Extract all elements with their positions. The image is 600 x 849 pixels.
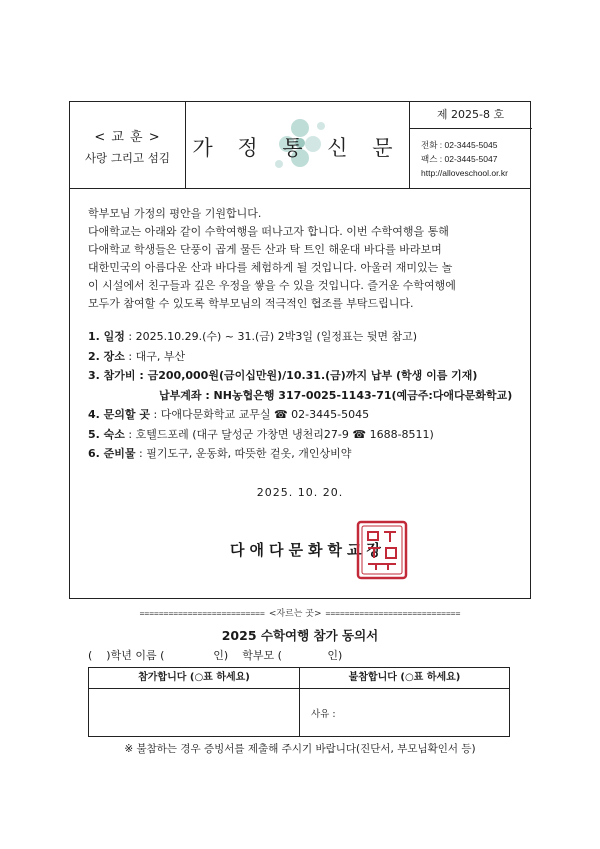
contact-item [88, 405, 518, 425]
document-title: 가 정 통 신 문 [192, 136, 402, 160]
attend-mark-cell[interactable] [89, 689, 300, 736]
intro-line: 다애학교는 아래와 같이 수학여행을 떠나고자 합니다. 이번 수학여행을 통해 [88, 225, 449, 238]
schedule-item [88, 327, 518, 347]
absent-column-header: 불참합니다 (○표 하세요) [300, 668, 509, 689]
schedule-label: 1. 일정 [88, 330, 125, 343]
cut-line-right: ============================ [325, 609, 461, 618]
motto-text: 사랑 그리고 섬김 [84, 151, 171, 165]
place-value: : 대구, 부산 [124, 349, 186, 363]
schedule-value: : 2025.10.29.(수) ~ 31.(금) 2박3일 (일정표는 뒷면 참고) [124, 330, 418, 343]
reason-field[interactable]: 사유 : [311, 709, 336, 720]
intro-paragraph [88, 205, 518, 313]
intro-line: 이 시설에서 친구들과 깊은 우정을 쌓을 수 있을 것입니다. 즐거운 수학여행에 [88, 279, 456, 292]
issue-number: 제 2025-8 호 [409, 102, 532, 129]
intro-line: 대한민국의 아름다운 산과 바다를 체험하게 될 것입니다. 아울러 재미있는 놀 [88, 261, 453, 274]
footnote: ※ 불참하는 경우 증빙서를 제출해 주시기 바랍니다(진단서, 부모님확인서 등) [124, 743, 476, 755]
consent-table [88, 667, 510, 737]
attend-column-header: 참가합니다 (○표 하세요) [89, 668, 300, 689]
fee-value: : 금200,000원(금이십만원)/10.31.(금)까지 납부 (학생 이름 기재) [135, 369, 478, 382]
lodging-value: : 호텔드포레 (대구 달성군 가창면 냉천리27-9 ☎ 1688-8511) [124, 427, 434, 441]
school-signature: 다애다문화학교장 [230, 541, 386, 559]
cut-line-left: ========================== [139, 609, 265, 618]
supplies-label: 6. 준비물 [88, 447, 136, 460]
newsletter-frame [69, 101, 531, 599]
intro-line: 모두가 참여할 수 있도록 학부모님의 적극적인 협조를 부탁드립니다. [88, 297, 414, 310]
letter-body [88, 205, 518, 464]
supplies-value: : 필기도구, 운동화, 따뜻한 겉옷, 개인상비약 [135, 447, 352, 460]
intro-line: 다애학교 학생들은 단풍이 곱게 물든 산과 탁 트인 해운대 바다를 바라보며 [88, 243, 442, 256]
phone-number: 전화 : 02-3445-5045 [421, 140, 498, 150]
account-item: 납부계좌 : NH농협은행 317-0025-1143-71(예금주:다애다문화학교) [159, 388, 513, 402]
intro-line: 학부모님 가정의 평안을 기원합니다. [88, 207, 262, 220]
fee-label: 3. 참가비 [88, 369, 136, 382]
header [70, 102, 530, 189]
official-seal-icon [356, 520, 408, 580]
supplies-item [88, 444, 518, 464]
motto-title: < 교 훈 > [94, 130, 161, 145]
website-url: http://alloveschool.or.kr [421, 168, 508, 178]
issue-date: 2025. 10. 20. [256, 486, 344, 499]
contact-info [421, 138, 508, 180]
cut-line-label: <자르는 곳> [268, 609, 322, 619]
place-item [88, 347, 518, 367]
fax-number: 팩스 : 02-3445-5047 [421, 154, 498, 164]
fee-item [88, 366, 518, 386]
contact-label: 4. 문의할 곳 [88, 408, 150, 421]
lodging-label: 5. 숙소 [88, 427, 125, 441]
contact-value: : 다애다문화학교 교무실 ☎ 02-3445-5045 [150, 408, 370, 421]
motto-cell [70, 102, 186, 188]
place-label: 2. 장소 [88, 349, 125, 363]
info-cell [409, 102, 532, 188]
consent-form-title: 2025 수학여행 참가 동의서 [221, 628, 379, 643]
lodging-item [88, 425, 518, 445]
details-list [88, 327, 518, 464]
cut-line [69, 606, 531, 619]
student-info-line[interactable]: ( )학년 이름 ( 인) 학부모 ( 인) [88, 649, 343, 662]
title-cell [185, 102, 410, 188]
